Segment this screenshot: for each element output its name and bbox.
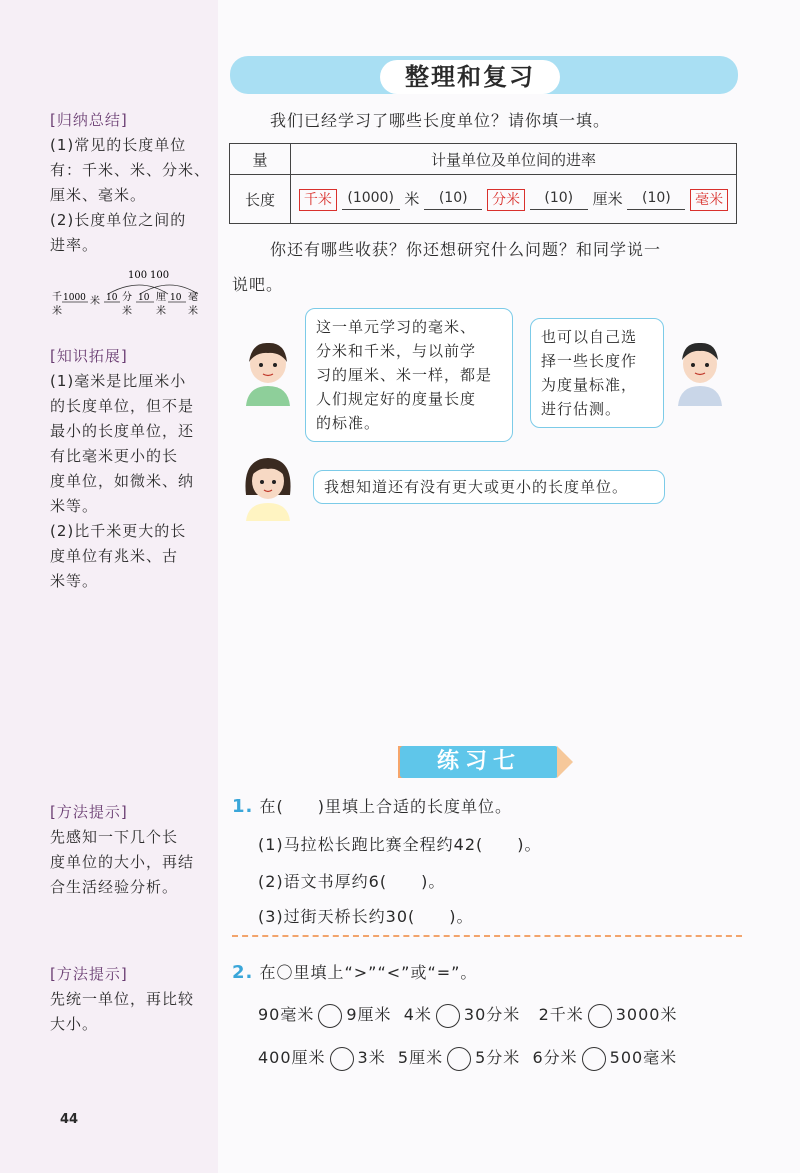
tip-line: 合生活经验分析。 bbox=[50, 878, 179, 896]
q2-left: 4米 bbox=[403, 1005, 432, 1024]
compare-circle[interactable] bbox=[330, 1047, 354, 1071]
rate-value: (1000) bbox=[347, 189, 394, 206]
tip-block-1 bbox=[50, 800, 210, 900]
rate-value: 10 bbox=[106, 293, 118, 303]
q1-prompt: 在( )里填上合适的长度单位。 bbox=[259, 797, 512, 816]
table-units-cell bbox=[291, 175, 737, 224]
intro-text: 我们已经学习了哪些长度单位？请你填一填。 bbox=[270, 111, 611, 130]
unit-text: 米 bbox=[404, 189, 420, 208]
compare-circle[interactable] bbox=[318, 1004, 342, 1028]
boy-avatar-2 bbox=[670, 340, 730, 406]
summary-line: 有：千米、米、分米、 bbox=[50, 161, 211, 179]
divider bbox=[232, 935, 742, 937]
unit-rate-diagram bbox=[50, 266, 210, 318]
tip-title: [方法提示] bbox=[50, 965, 128, 983]
rate-arrow bbox=[530, 189, 588, 210]
bubble-line: 这一单元学习的毫米、 bbox=[316, 318, 477, 336]
q1-number: 1. bbox=[232, 796, 254, 817]
q1-prompt-row bbox=[232, 794, 512, 817]
q2-number: 2. bbox=[232, 962, 254, 983]
expand-line: 有比毫米更小的长 bbox=[50, 447, 179, 465]
boy-avatar-1 bbox=[238, 340, 298, 406]
bubble-line: 分米和千米，与以前学 bbox=[316, 342, 477, 360]
q2-right: 5分米 bbox=[475, 1048, 521, 1067]
section-title: 整理和复习 bbox=[380, 60, 560, 94]
compare-circle[interactable] bbox=[447, 1047, 471, 1071]
compare-circle[interactable] bbox=[436, 1004, 460, 1028]
speech-bubble-boy1 bbox=[305, 308, 513, 442]
q2-right: 500毫米 bbox=[609, 1048, 678, 1067]
units-table bbox=[229, 143, 737, 224]
bubble-line: 人们规定好的度量长度 bbox=[316, 390, 477, 408]
q2-right: 30分米 bbox=[463, 1005, 521, 1024]
bubble-line: 择一些长度作 bbox=[541, 352, 638, 370]
rate-unit: 厘 bbox=[156, 292, 166, 303]
exercise-title: 练习七 bbox=[400, 746, 558, 778]
rate-arrow bbox=[342, 189, 400, 210]
question-line-1: 你还有哪些收获？你还想研究什么问题？和同学说一 bbox=[270, 240, 662, 259]
rate-value: 1000 bbox=[63, 293, 86, 303]
table-header-quantity: 量 bbox=[230, 144, 291, 175]
q1-item-1: (1)马拉松长跑比赛全程约42( )。 bbox=[258, 835, 542, 854]
q2-left: 90毫米 bbox=[258, 1005, 315, 1024]
rate-unit: 分 bbox=[122, 292, 132, 303]
rate-value: (10) bbox=[544, 189, 574, 206]
rate-unit: 米 bbox=[90, 296, 100, 307]
tip-title: [方法提示] bbox=[50, 803, 128, 821]
expand-line: (2)比千米更大的长 bbox=[50, 522, 187, 540]
rate-unit-suffix: 米 bbox=[122, 306, 132, 317]
summary-block bbox=[50, 108, 210, 258]
expand-line: 最小的长度单位，还 bbox=[50, 422, 195, 440]
tip-line: 先统一单位，再比较 bbox=[50, 990, 195, 1008]
q2-row-2 bbox=[258, 1045, 677, 1071]
compare-circle[interactable] bbox=[582, 1047, 606, 1071]
rate-unit-suffix: 米 bbox=[188, 306, 198, 317]
expand-line: 米等。 bbox=[50, 497, 99, 515]
exercise-title-arrow bbox=[557, 746, 573, 778]
rate-unit: 毫 bbox=[188, 292, 198, 303]
bubble-line: 也可以自己选 bbox=[541, 328, 638, 346]
table-row-label: 长度 bbox=[230, 175, 291, 224]
q2-right: 9厘米 bbox=[346, 1005, 392, 1024]
q1-item-2: (2)语文书厚约6( )。 bbox=[258, 872, 446, 891]
bubble-line: 进行估测。 bbox=[541, 400, 622, 418]
bubble-line: 习的厘米、米一样，都是 bbox=[316, 366, 493, 384]
tip-line: 大小。 bbox=[50, 1015, 99, 1033]
summary-line: 厘米、毫米。 bbox=[50, 186, 147, 204]
unit-text: 厘米 bbox=[592, 189, 623, 208]
q2-right: 3米 bbox=[357, 1048, 386, 1067]
q2-prompt-row bbox=[232, 960, 477, 983]
girl-avatar bbox=[238, 455, 298, 521]
q2-left: 5厘米 bbox=[397, 1048, 444, 1067]
q2-prompt: 在〇里填上“>”“<”或“=”。 bbox=[259, 963, 478, 982]
expand-line: 度单位，如微米、纳 bbox=[50, 472, 195, 490]
rate-arrow bbox=[424, 189, 482, 210]
summary-title: [归纳总结] bbox=[50, 111, 128, 129]
rate-top-label: 100 bbox=[128, 270, 148, 281]
rate-top-label: 100 bbox=[150, 270, 170, 281]
expand-block bbox=[50, 344, 210, 594]
q2-row-1 bbox=[258, 1002, 677, 1028]
summary-line: 进率。 bbox=[50, 236, 99, 254]
compare-circle[interactable] bbox=[588, 1004, 612, 1028]
page-number: 44 bbox=[60, 1112, 79, 1127]
expand-line: 度单位有兆米、古 bbox=[50, 547, 179, 565]
q1-item-3: (3)过街天桥长约30( )。 bbox=[258, 907, 474, 926]
q2-left: 6分米 bbox=[532, 1048, 578, 1067]
bubble-line: 我想知道还有没有更大或更小的长度单位。 bbox=[324, 478, 629, 496]
table-header-units: 计量单位及单位间的进率 bbox=[291, 144, 737, 175]
tip-block-2 bbox=[50, 962, 210, 1037]
rate-arrow bbox=[627, 189, 685, 210]
expand-line: (1)毫米是比厘米小 bbox=[50, 372, 187, 390]
bubble-line: 的标准。 bbox=[316, 414, 381, 432]
question-line-2: 说吧。 bbox=[232, 275, 284, 294]
rate-value: (10) bbox=[641, 189, 671, 206]
unit-box: 千米 bbox=[299, 189, 337, 211]
rate-value: (10) bbox=[438, 189, 468, 206]
expand-line: 米等。 bbox=[50, 572, 99, 590]
rate-unit: 千 bbox=[52, 292, 62, 303]
speech-bubble-boy2 bbox=[530, 318, 664, 428]
speech-bubble-girl bbox=[313, 470, 665, 504]
unit-box: 分米 bbox=[487, 189, 525, 211]
rate-unit-suffix: 米 bbox=[156, 306, 166, 317]
q2-left: 400厘米 bbox=[258, 1048, 326, 1067]
expand-title: [知识拓展] bbox=[50, 347, 128, 365]
unit-box: 毫米 bbox=[690, 189, 728, 211]
rate-unit-suffix: 米 bbox=[52, 306, 62, 317]
summary-line: (2)长度单位之间的 bbox=[50, 211, 187, 229]
summary-line: (1)常见的长度单位 bbox=[50, 136, 187, 154]
q2-right: 3000米 bbox=[615, 1005, 678, 1024]
rate-value: 10 bbox=[170, 293, 182, 303]
tip-line: 先感知一下几个长 bbox=[50, 828, 179, 846]
q2-left: 2千米 bbox=[538, 1005, 584, 1024]
bubble-line: 为度量标准， bbox=[541, 376, 638, 394]
rate-value: 10 bbox=[138, 293, 150, 303]
tip-line: 度单位的大小，再结 bbox=[50, 853, 195, 871]
expand-line: 的长度单位，但不是 bbox=[50, 397, 195, 415]
